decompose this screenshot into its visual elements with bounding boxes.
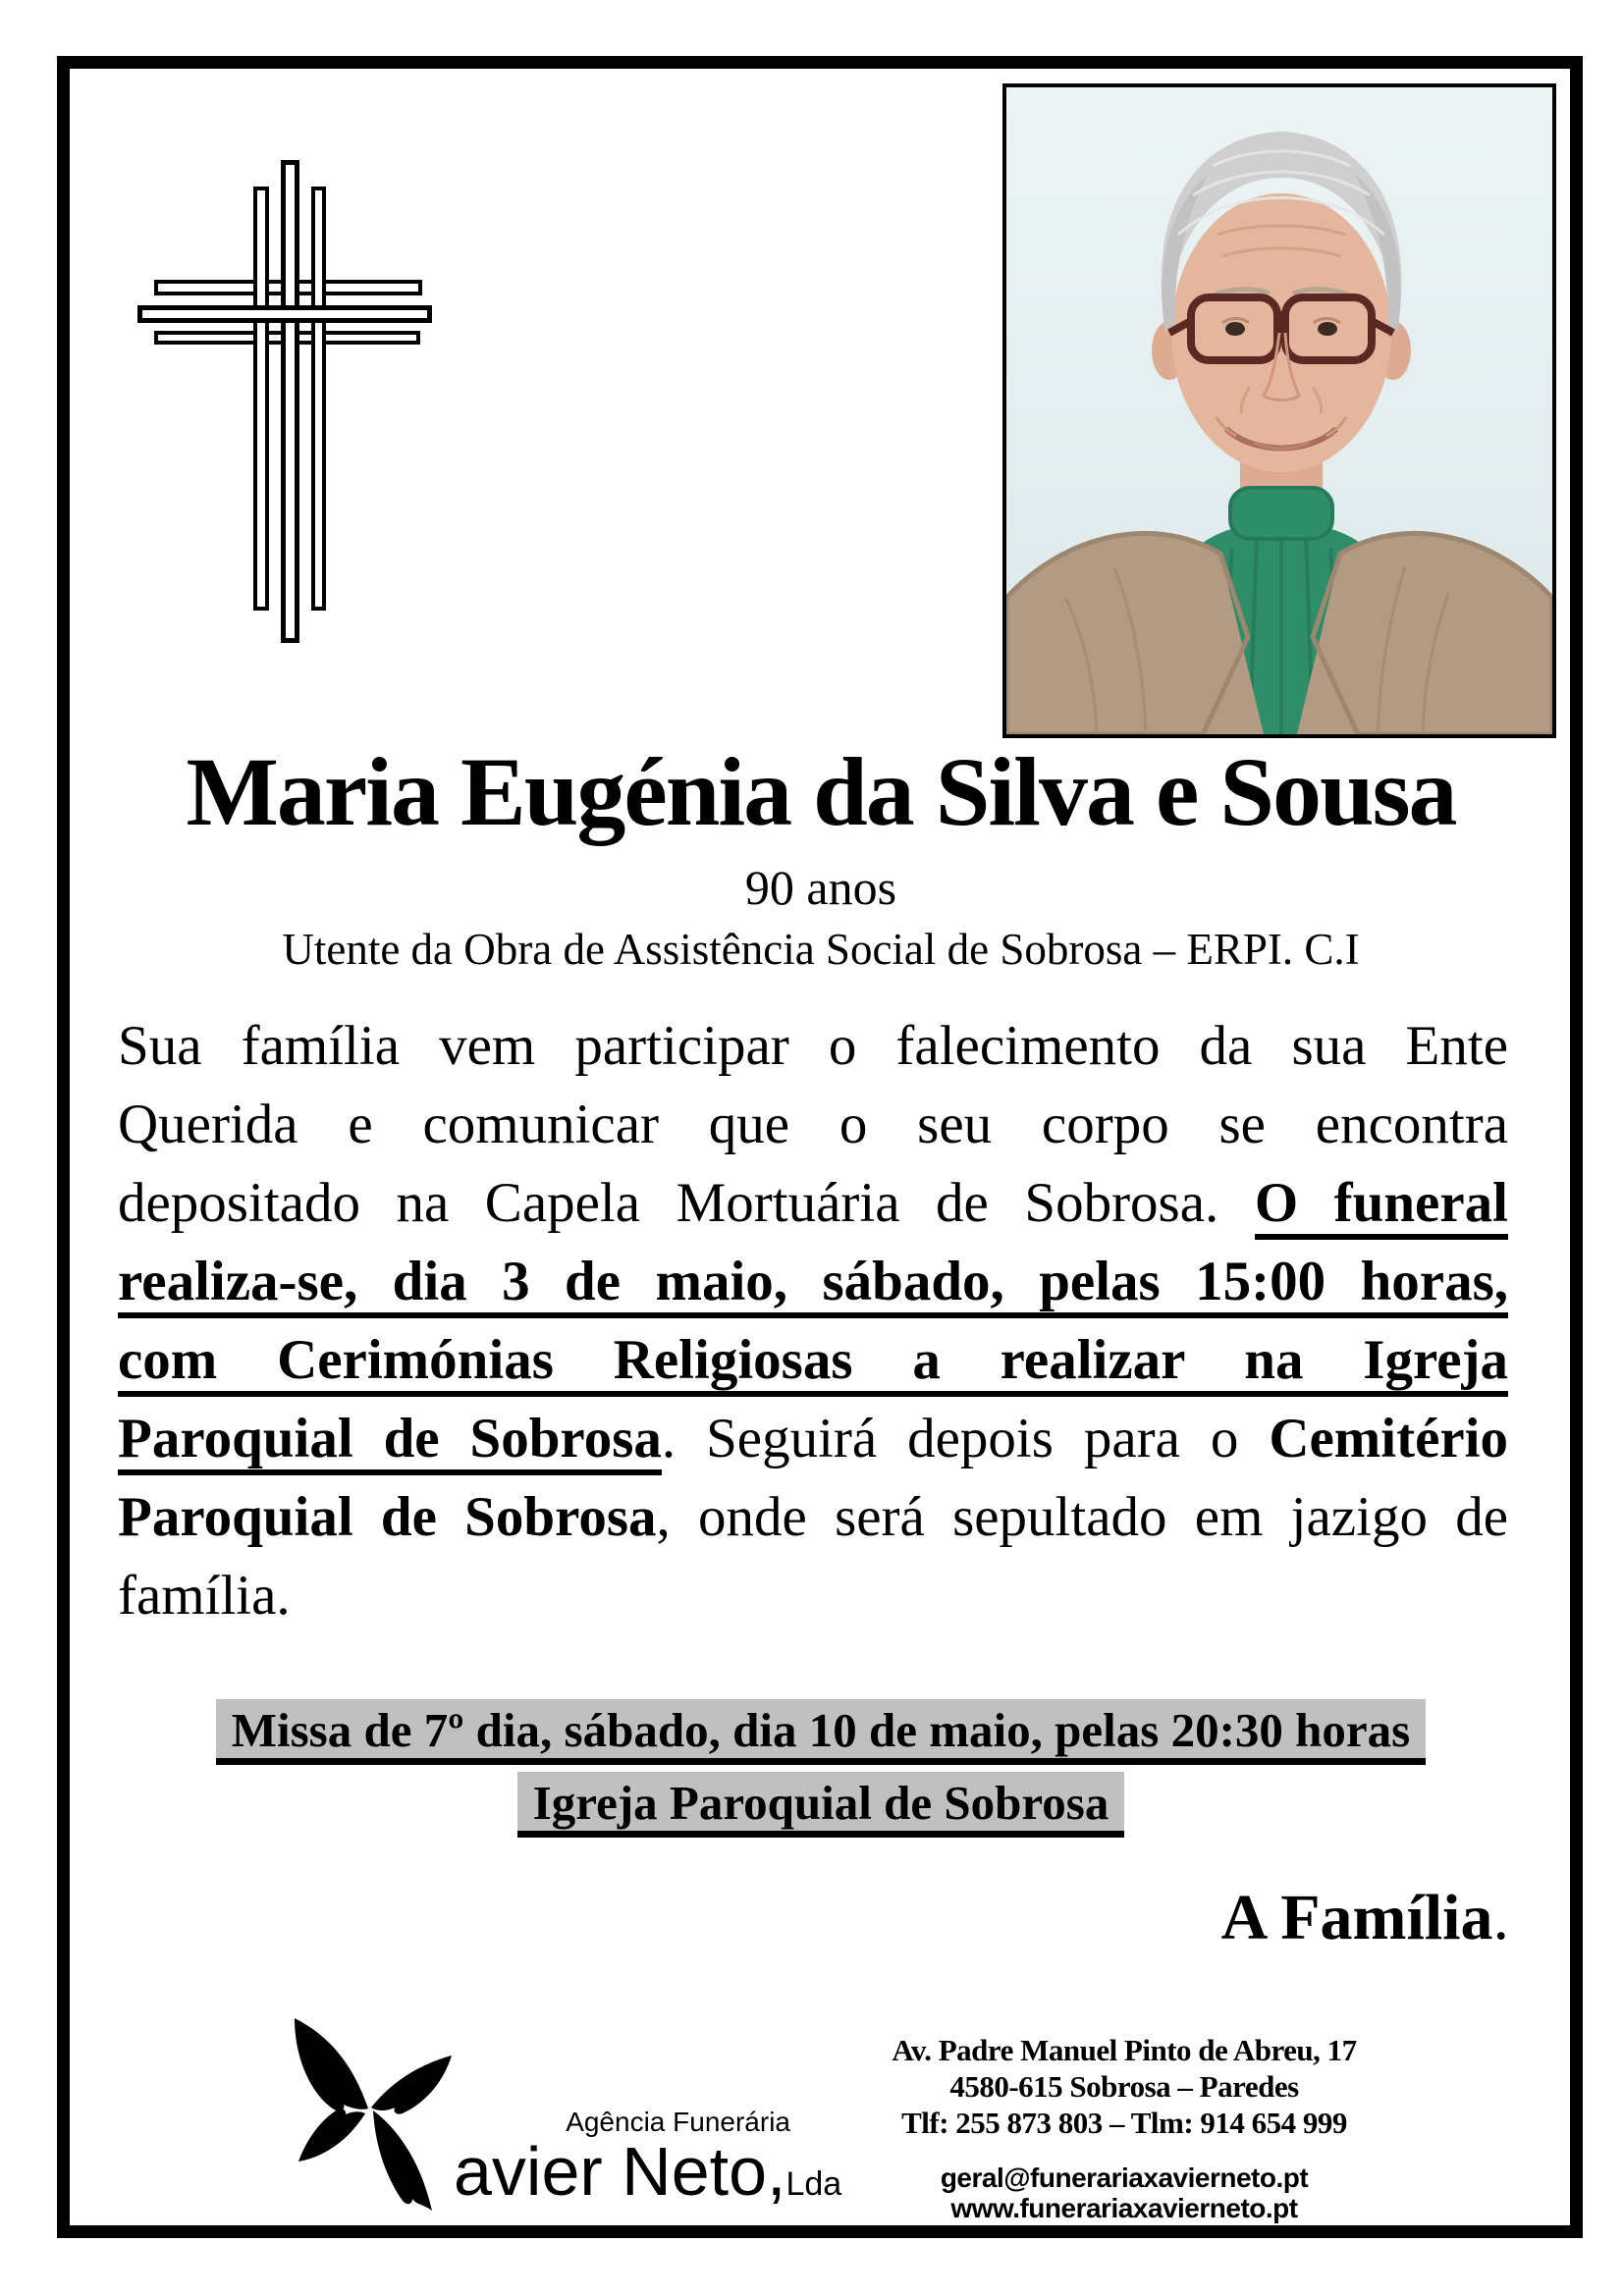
- agency-phone-line: Tlf: 255 873 803 – Tlm: 914 654 999: [901, 2106, 1347, 2140]
- agency-email: geral@funerariaxavierneto.pt: [940, 2163, 1309, 2193]
- announcement-text-run: O funeral: [1255, 1172, 1508, 1240]
- agency-name-main: avier Neto,: [454, 2133, 786, 2210]
- announcement-line: [118, 1086, 1508, 1164]
- announcement-text-run: , onde será sepultado em jazigo de: [656, 1486, 1508, 1548]
- cross-vertical-bar: [311, 187, 326, 611]
- announcement-paragraph: [118, 1007, 1508, 1635]
- agency-website: www.funerariaxavierneto.pt: [950, 2193, 1298, 2223]
- announcement-text-run: Cemitério: [1269, 1408, 1509, 1469]
- deceased-name: Maria Eugénia da Silva e Sousa: [186, 737, 1456, 846]
- agency-type-label: Agência Funerária: [566, 2107, 790, 2137]
- announcement-text-run: Querida e comunicar que o seu corpo se encontra: [118, 1094, 1508, 1155]
- announcement-text-run: com Cerimónias Religiosas a realizar na Igreja: [118, 1329, 1508, 1397]
- mass-notice-line2: Igreja Paroquial de Sobrosa: [517, 1772, 1125, 1838]
- announcement-text-run: depositado na Capela Mortuária de Sobrosa.: [118, 1172, 1255, 1234]
- agency-address-line2: 4580-615 Sobrosa – Paredes: [949, 2069, 1299, 2104]
- deceased-affiliation: Utente da Obra de Assistência Social de Sobrosa – ERPI. C.I: [282, 925, 1360, 974]
- announcement-text-run: . Seguirá depois para o: [661, 1408, 1270, 1469]
- cross-icon: [137, 157, 442, 648]
- cross-vertical-bar: [253, 187, 269, 611]
- leaf-x-icon: [283, 2010, 456, 2218]
- announcement-line: [118, 1478, 1508, 1557]
- announcement-line: [118, 1557, 1508, 1635]
- announcement-line: [118, 1321, 1508, 1400]
- agency-name-suffix: Lda: [785, 2165, 842, 2203]
- announcement-text-run: Paroquial de Sobrosa: [118, 1408, 662, 1475]
- announcement-line: [118, 1007, 1508, 1086]
- portrait-illustration: [1006, 87, 1552, 734]
- family-signature-text: A Família: [1220, 1882, 1493, 1953]
- cross-vertical-bar: [281, 160, 299, 643]
- agency-address-line1: Av. Padre Manuel Pinto de Abreu, 17: [892, 2033, 1357, 2067]
- family-signature-period: .: [1492, 1882, 1509, 1953]
- mass-notice-line1: Missa de 7º dia, sábado, dia 10 de maio, pelas 20:30 horas: [216, 1699, 1426, 1765]
- announcement-text-run: Paroquial de Sobrosa: [118, 1486, 657, 1548]
- announcement-text-run: realiza-se, dia 3 de maio, sábado, pelas 15:00 horas,: [118, 1251, 1508, 1318]
- agency-web-contacts: [854, 2163, 1394, 2223]
- announcement-line: [118, 1400, 1508, 1478]
- mass-notice: [70, 1699, 1572, 1844]
- cross-horizontal-bar: [137, 305, 432, 323]
- agency-contact-block: [854, 2032, 1394, 2223]
- agency-leaf-x-logo-icon: [283, 2010, 456, 2218]
- deceased-age: 90 anos: [744, 860, 897, 915]
- announcement-text-run: Sua família vem participar o falecimento da sua Ente: [118, 1015, 1508, 1077]
- family-signature: [1221, 1883, 1509, 1953]
- portrait-photo: [1002, 83, 1556, 738]
- announcement-line: [118, 1243, 1508, 1321]
- announcement-line: [118, 1164, 1508, 1243]
- announcement-text-run: família.: [118, 1565, 291, 1627]
